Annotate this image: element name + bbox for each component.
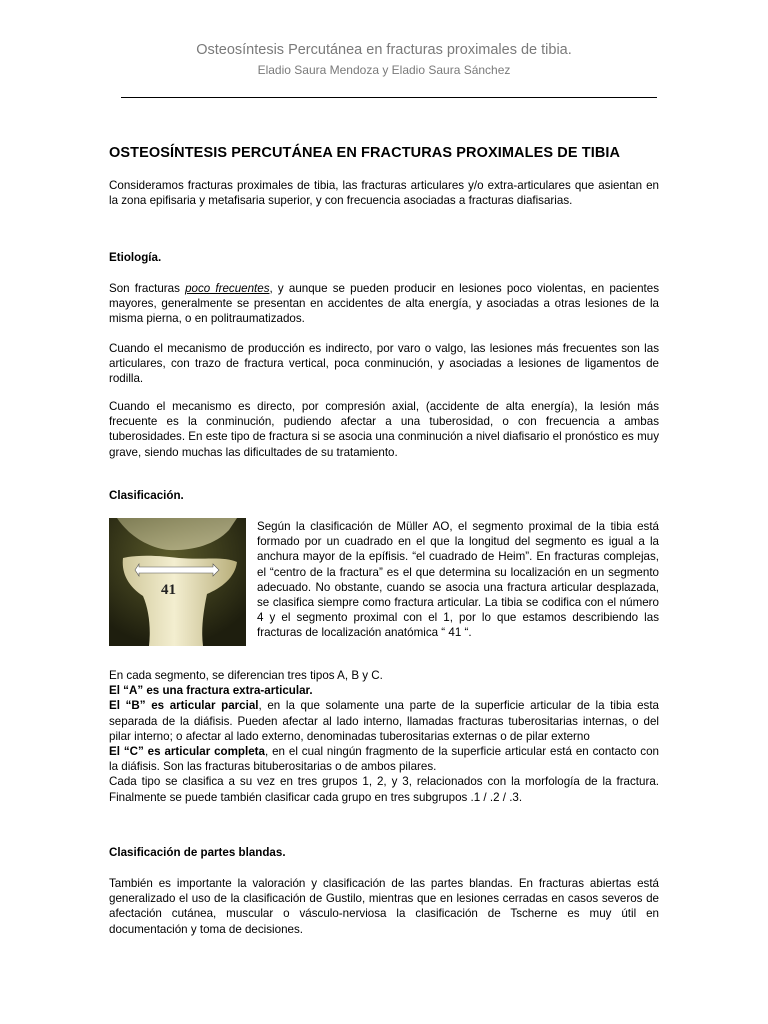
type-c-text: , en el cual ningún fragmento de la superficie articular está en contacto con la diáfisis. Son las fracturas bituberositarias o de ambos pilares. (109, 745, 659, 774)
etiologia-p1-post: , y aunque se pueden producir en lesiones poco violentas, en pacientes mayores, generalmente se presentan en accidentes de alta energía, y asociadas a otras lesiones de la misma pierna, o en politraumatizados. (109, 282, 659, 326)
clasificacion-muller-paragraph: Según la clasificación de Müller AO, el segmento proximal de la tibia está formado por un cuadrado en el que la longitud del segmento es igual a la anchura mayor de la epífisis. “el cuadrado de Heim”. En fracturas complejas, el “centro de la fractura” es el que determina su localización en un segmento adecuado. No obstante, cuando se asocia una fractura articular desplazada, se clasifica siempre como fractura articular. La tibia se codifica con el número 4 y el segmento proximal con el 1, por lo que estamos describiendo las fracturas de localización anatómica “ 41 “. (257, 520, 659, 640)
type-a-line: El “A” es una fractura extra-articular. (109, 684, 313, 698)
etiologia-paragraph-3: Cuando el mecanismo es directo, por compresión axial, (accidente de alta energía), la lesión más frecuente es la conminución, pudiendo afectar a una tuberosidad, o con frecuencia a ambas tuberosidades. En este tipo de fractura si se asocia una conminución a nivel diafisario el pronóstico es muy grave, siendo muchas las dificultades de su tratamiento. (109, 400, 659, 459)
running-header-authors: Eladio Saura Mendoza y Eladio Saura Sánchez (257, 63, 511, 77)
header-divider (121, 97, 657, 98)
tibia-xray-image (109, 518, 246, 646)
tibia-illustration (109, 518, 246, 646)
type-b-label: El “B” es articular parcial (109, 699, 259, 713)
heading-etiologia: Etiología. (109, 251, 162, 264)
heading-partes-blandas: Clasificación de partes blandas. (109, 846, 286, 859)
clasificacion-types-block (109, 668, 659, 805)
etiologia-paragraph-2: Cuando el mecanismo de producción es indirecto, por varo o valgo, las lesiones más frecuentes son las articulares, con trazo de fractura vertical, poca conminución, y asociadas a lesiones de ligamentos de rodilla. (109, 342, 659, 386)
intro-paragraph: Consideramos fracturas proximales de tibia, las fracturas articulares y/o extra-articulares que asientan en la zona epifisaria y metafisaria superior, y con frecuencia asociadas a fracturas diafisarias. (109, 179, 659, 208)
type-c-label: El “C” es articular completa (109, 745, 265, 759)
etiologia-paragraph-1 (109, 281, 659, 327)
type-b-paragraph (109, 698, 659, 744)
heading-clasificacion: Clasificación. (109, 489, 184, 502)
emphasis-poco-frecuentes: poco frecuentes (185, 282, 270, 295)
etiologia-p1-pre: Son fracturas (109, 282, 186, 295)
partes-blandas-paragraph: También es importante la valoración y clasificación de las partes blandas. En fracturas abiertas está generalizado el uso de la clasificación de Gustilo, mientras que en lesiones cerradas en casos severos de afectación cutánea, muscular o vásculo-nerviosa la clasificación de Tscherne es muy útil en documentación y toma de decisiones. (109, 877, 659, 936)
type-b-text: , en la que solamente una parte de la superficie articular de la tibia esta separada de la diáfisis. Pueden afectar al lado interno, llamadas fracturas tuberositarias internas, o del pilar interno; o afectar al lado externo, denominadas tuberositarias externas o de pilar externo (109, 699, 659, 743)
running-header-title: Osteosíntesis Percutánea en fracturas proximales de tibia. (196, 42, 572, 58)
document-title: OSTEOSÍNTESIS PERCUTÁNEA EN FRACTURAS PROXIMALES DE TIBIA (109, 145, 621, 161)
figure-segment-label: 41 (161, 582, 176, 598)
types-intro-line: En cada segmento, se diferencian tres tipos A, B y C. (109, 669, 383, 682)
type-c-paragraph (109, 744, 659, 774)
groups-paragraph: Cada tipo se clasifica a su vez en tres grupos 1, 2, y 3, relacionados con la morfología de la fractura. Finalmente se puede también clasificar cada grupo en tres subgrupos .1 / .2 / .3. (109, 775, 659, 804)
